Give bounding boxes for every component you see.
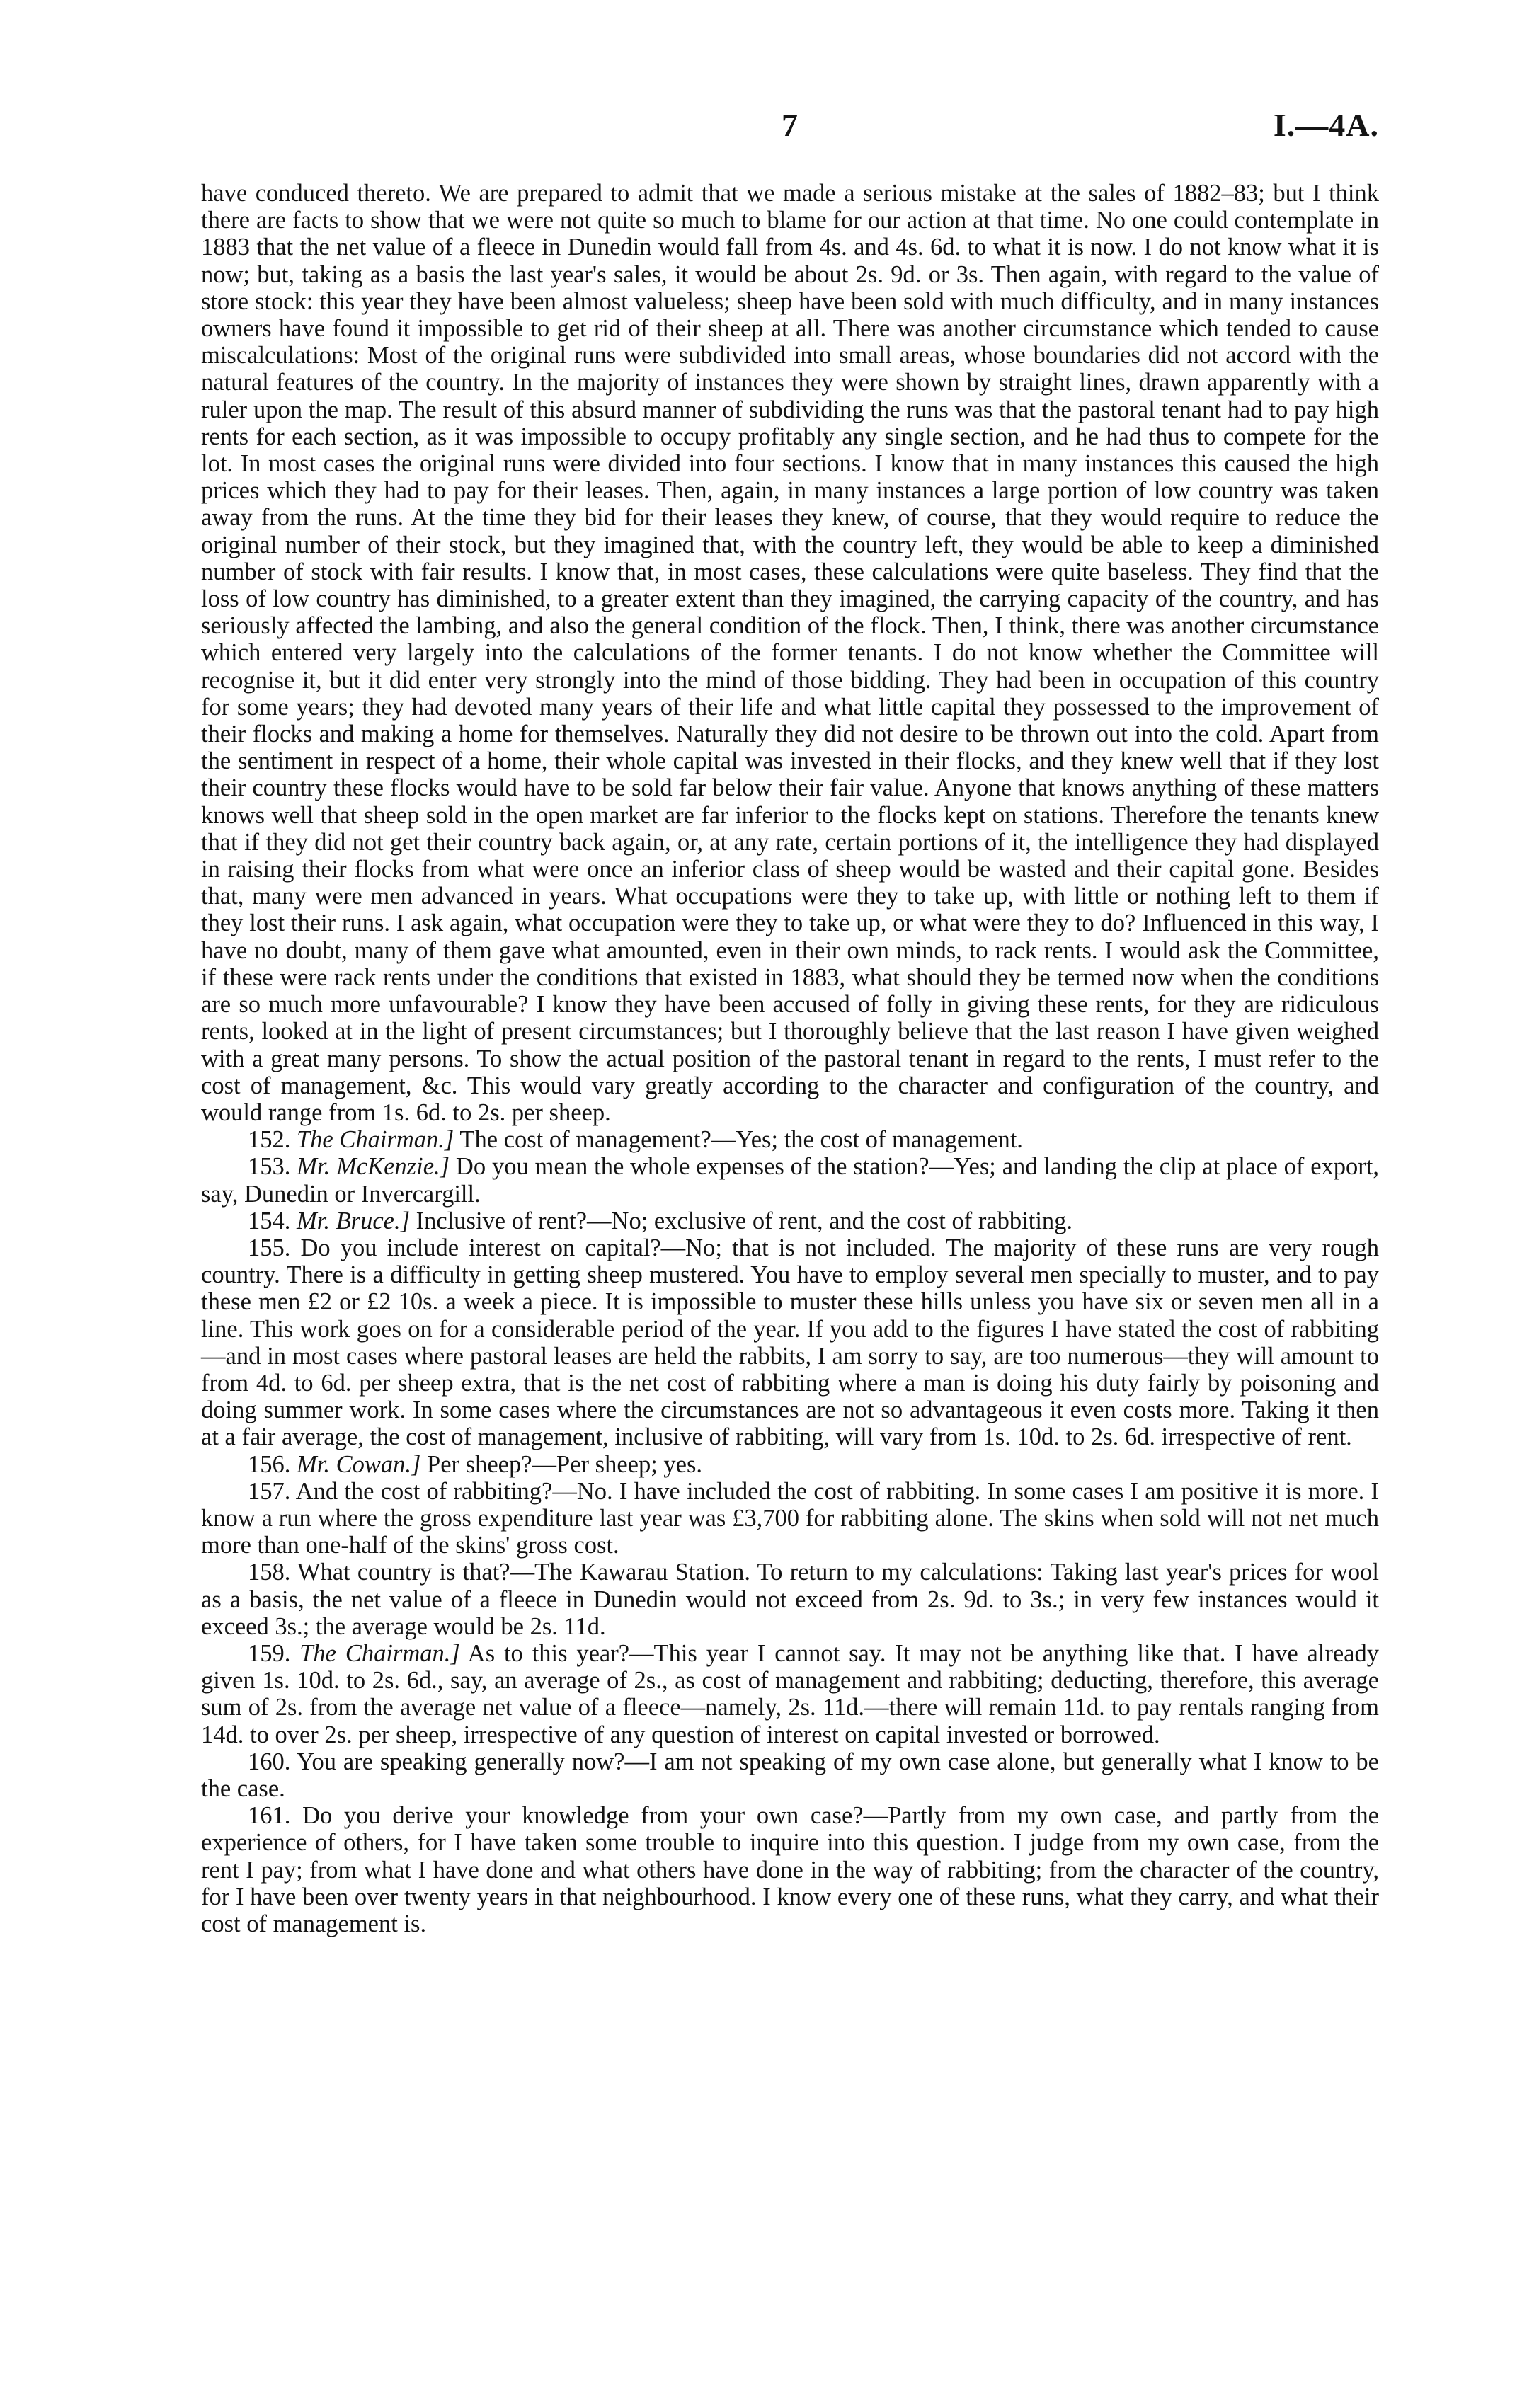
page-header: [201, 106, 1379, 156]
question-160: [201, 1748, 1379, 1802]
question-number: 158.: [248, 1559, 291, 1586]
question-text: The cost of management?—Yes; the cost of management.: [459, 1126, 1023, 1154]
paper-reference: I.—4A.: [1273, 107, 1379, 143]
question-text: Inclusive of rent?—No; exclusive of rent, and the cost of rabbiting.: [416, 1207, 1073, 1234]
question-157: [201, 1478, 1379, 1559]
question-text: You are speaking generally now?—I am not speaking of my own case alone, but generally what I know to be the case.: [201, 1748, 1379, 1802]
question-text: Do you include interest on capital?—No; that is not included. The majority of these runs are very rough country. There is a difficulty in getting sheep mustered. You have to employ several men specially to muster, and to pay these men £2 or £2 10s. a week a piece. It is impossible to muster these hills unless you have six or seven men all in a line. This work goes on for a considerable period of the year. If you add to the figures I have stated the cost of rabbiting—and in most cases where pastoral leases are held the rabbits, I am sorry to say, are too numerous—they will amount to from 4d. to 6d. per sheep extra, that is the net cost of rabbiting where a man is doing his duty fairly by poisoning and doing summer work. In some cases where the circumstances are not so advantageous it even costs more. Taking it then at a fair average, the cost of management, inclusive of rabbiting, will vary from 1s. 10d. to 2s. 6d. irrespective of rent.: [201, 1234, 1379, 1451]
question-text: As to this year?—This year I cannot say. It may not be anything like that. I have already given 1s. 10d. to 2s. 6d., say, an average of 2s., as cost of management and rabbiting; deducting, therefore, this average sum of 2s. from the average net value of a fleece—namely, 2s. 11d.—there will remain 11d. to pay rentals ranging from 14d. to over 2s. per sheep, irrespective of any question of interest on capital invested or borrowed.: [201, 1639, 1379, 1748]
question-text: Per sheep?—Per sheep; yes.: [427, 1450, 703, 1478]
question-text: Do you mean the whole expenses of the station?—Yes; and landing the clip at place of export, say, Dunedin or Invercargill.: [201, 1153, 1380, 1208]
question-152: [201, 1126, 1379, 1153]
question-156: [201, 1451, 1379, 1478]
question-number: 153.: [248, 1153, 291, 1181]
question-speaker: The Chairman.]: [297, 1126, 454, 1154]
opening-paragraph: have conduced thereto. We are prepared to admit that we made a serious mistake at the sales of 1882–83; but I think there are facts to show that we were not quite so much to blame for our action at that time. No one could contemplate in 1883 that the net value of a fleece in Dunedin would fall from 4s. and 4s. 6d. to what it is now. I do not know what it is now; but, taking as a basis the last year's sales, it would be about 2s. 9d. or 3s. Then again, with regard to the value of store stock: this year they have been almost valueless; sheep have been sold with much difficulty, and in many instances owners have found it impossible to get rid of their sheep at all. There was another circumstance which tended to cause miscalculations: Most of the original runs were subdivided into small areas, whose boundaries did not accord with the natural features of the country. In the majority of instances they were shown by straight lines, drawn apparently with a ruler upon the map. The result of this absurd manner of subdividing the runs was that the pastoral tenant had to pay high rents for each section, as it was impossible to occupy profitably any single section, and he had thus to compete for the lot. In most cases the original runs were divided into four sections. I know that in many instances this caused the high prices which they had to pay for their leases. Then, again, in many instances a large portion of low country was taken away from the runs. At the time they bid for their leases they knew, of course, that they would require to reduce the original number of their stock, but they imagined that, with the country left, they would be able to keep a diminished number of stock with fair results. I know that, in most cases, these calculations were quite baseless. They find that the loss of low country has diminished, to a greater extent than they imagined, the carrying capacity of the country, and has seriously affected the lambing, and also the general condition of the flock. Then, I think, there was another circumstance which entered very largely into the calculations of the former tenants. I do not know whether the Committee will recognise it, but it did enter very strongly into the mind of those bidding. They had been in occupation of this country for some years; they had devoted many years of their life and what little capital they possessed to the improvement of their flocks and making a home for themselves. Naturally they did not desire to be thrown out into the cold. Apart from the sentiment in respect of a home, their whole capital was invested in their flocks, and they knew well that if they lost their country these flocks would have to be sold far below their fair value. Anyone that knows anything of these matters knows well that sheep sold in the open market are far inferior to the flocks kept on stations. Therefore the tenants knew that if they did not get their country back again, or, at any rate, certain portions of it, the intelligence they had displayed in raising their flocks from what were once an inferior class of sheep would be wasted and their capital gone. Besides that, many were men advanced in years. What occupations were they to take up, with little or nothing left to them if they lost their runs. I ask again, what occupation were they to take up, or what were they to do? Influenced in this way, I have no doubt, many of them gave what amounted, even in their own minds, to rack rents. I would ask the Committee, if these were rack rents under the conditions that existed in 1883, what should they be termed now when the conditions are so much more unfavourable? I know they have been accused of folly in giving these rents, for they are ridiculous rents, looked at in the light of present circumstances; but I thoroughly believe that the last reason I have given weighed with a great many persons. To show the actual position of the pastoral tenant in regard to the rents, I must refer to the cost of management, &c. This would vary greatly according to the character and configuration of the country, and would range from 1s. 6d. to 2s. per sheep.: [201, 180, 1379, 1126]
question-155: [201, 1234, 1379, 1451]
question-number: 161.: [248, 1802, 291, 1830]
question-speaker: Mr. Cowan.]: [297, 1450, 421, 1478]
question-153: [201, 1153, 1379, 1207]
question-text: Do you derive your knowledge from your own case?—Partly from my own case, and partly from the experience of others, for I have taken some trouble to inquire into this question. I judge from my own case, from the rent I pay; from what I have done and what others have done in the way of rabbiting; from the character of the country, for I have been over twenty years in that neighbourhood. I know every one of these runs, what they carry, and what their cost of management is.: [201, 1802, 1379, 1937]
question-number: 160.: [248, 1748, 291, 1775]
question-number: 154.: [248, 1207, 291, 1234]
question-number: 157.: [248, 1477, 291, 1505]
question-number: 155.: [248, 1234, 291, 1261]
question-154: [201, 1208, 1379, 1234]
question-text: And the cost of rabbiting?—No. I have included the cost of rabbiting. In some cases I am positive it is more. I know a run where the gross expenditure last year was £3,700 for rabbiting alone. The skins when sold will not net much more than one-half of the skins' gross cost.: [201, 1477, 1379, 1559]
question-speaker: Mr. McKenzie.]: [297, 1153, 450, 1181]
question-number: 159.: [248, 1639, 291, 1667]
question-159: [201, 1640, 1379, 1748]
question-speaker: The Chairman.]: [299, 1639, 460, 1667]
question-number: 156.: [248, 1450, 291, 1478]
question-text: What country is that?—The Kawarau Station. To return to my calculations: Taking last year's prices for wool as a basis, the net value of a fleece in Dunedin would not exceed from 2s. 9d. to 3s.; in very few instances would it exceed 3s.; the average would be 2s. 11d.: [201, 1559, 1380, 1640]
body-text: [201, 180, 1379, 1937]
question-161: [201, 1802, 1379, 1937]
question-number: 152.: [248, 1126, 291, 1154]
question-speaker: Mr. Bruce.]: [297, 1207, 411, 1234]
page-number: 7: [782, 107, 799, 143]
question-158: [201, 1559, 1379, 1640]
